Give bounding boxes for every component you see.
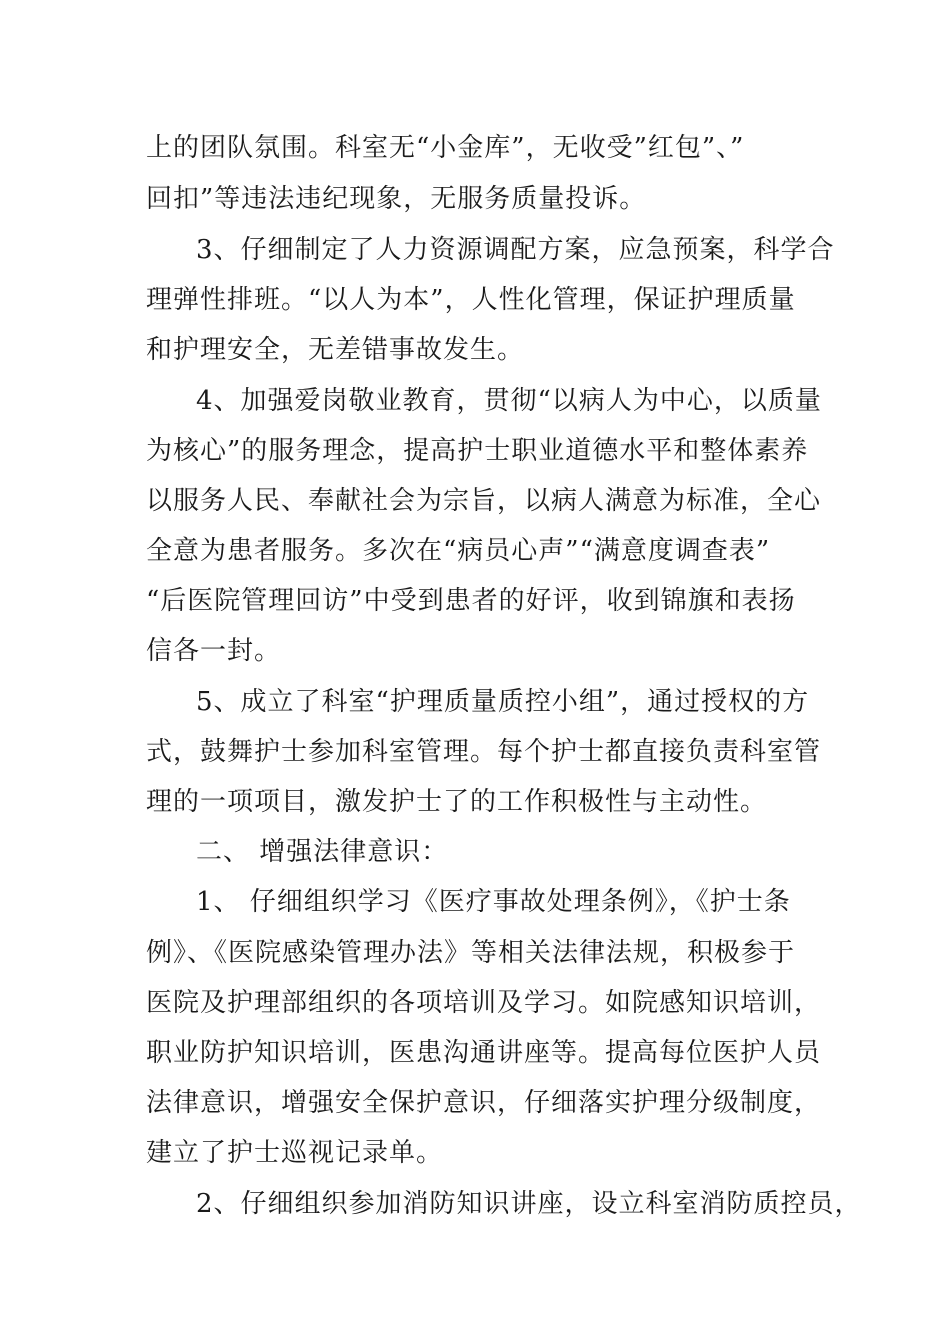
text-line: 全意为患者服务。多次在“病员心声”“满意度调查表”: [146, 536, 771, 566]
text-line: 职业防护知识培训，医患沟通讲座等。提高每位医护人员: [146, 1038, 822, 1068]
text-line: 2、仔细组织参加消防知识讲座，设立科室消防质控员，: [196, 1189, 862, 1219]
text-line: 上的团队氛围。科室无“小金库”，无收受”红包”、”: [146, 133, 745, 163]
text-line: 1、 仔细组织学习《医疗事故处理条例》，《护士条: [196, 887, 791, 917]
text-line: 信各一封。: [146, 636, 282, 666]
text-line: 回扣”等违法违纪现象，无服务质量投诉。: [146, 184, 647, 214]
text-line: 理的一项项目，激发护士了的工作积极性与主动性。: [146, 787, 768, 817]
text-line: 理弹性排班。“以人为本”，人性化管理，保证护理质量: [146, 285, 796, 315]
text-line: 式，鼓舞护士参加科室管理。每个护士都直接负责科室管: [146, 737, 822, 767]
text-line: 例》、《医院感染管理办法》等相关法律法规，积极参于: [146, 938, 796, 968]
text-line: 3、仔细制定了人力资源调配方案，应急预案，科学合: [196, 235, 835, 265]
section-heading: 二、 增强法律意识：: [196, 837, 449, 867]
text-line: 5、成立了科室“护理质量质控小组”，通过授权的方: [196, 687, 810, 717]
text-line: 4、加强爱岗敬业教育，贯彻“以病人为中心，以质量: [196, 386, 822, 416]
text-line: 以服务人民、奉献社会为宗旨，以病人满意为标准，全心: [146, 486, 822, 516]
text-line: “后医院管理回访”中受到患者的好评，收到锦旗和表扬: [146, 586, 796, 616]
text-line: 建立了护士巡视记录单。: [146, 1138, 444, 1168]
text-line: 为核心”的服务理念，提高护士职业道德水平和整体素养: [146, 436, 809, 466]
text-line: 医院及护理部组织的各项培训及学习。如院感知识培训，: [146, 988, 822, 1018]
text-line: 法律意识，增强安全保护意识，仔细落实护理分级制度，: [146, 1088, 822, 1118]
text-line: 和护理安全，无差错事故发生。: [146, 335, 525, 365]
